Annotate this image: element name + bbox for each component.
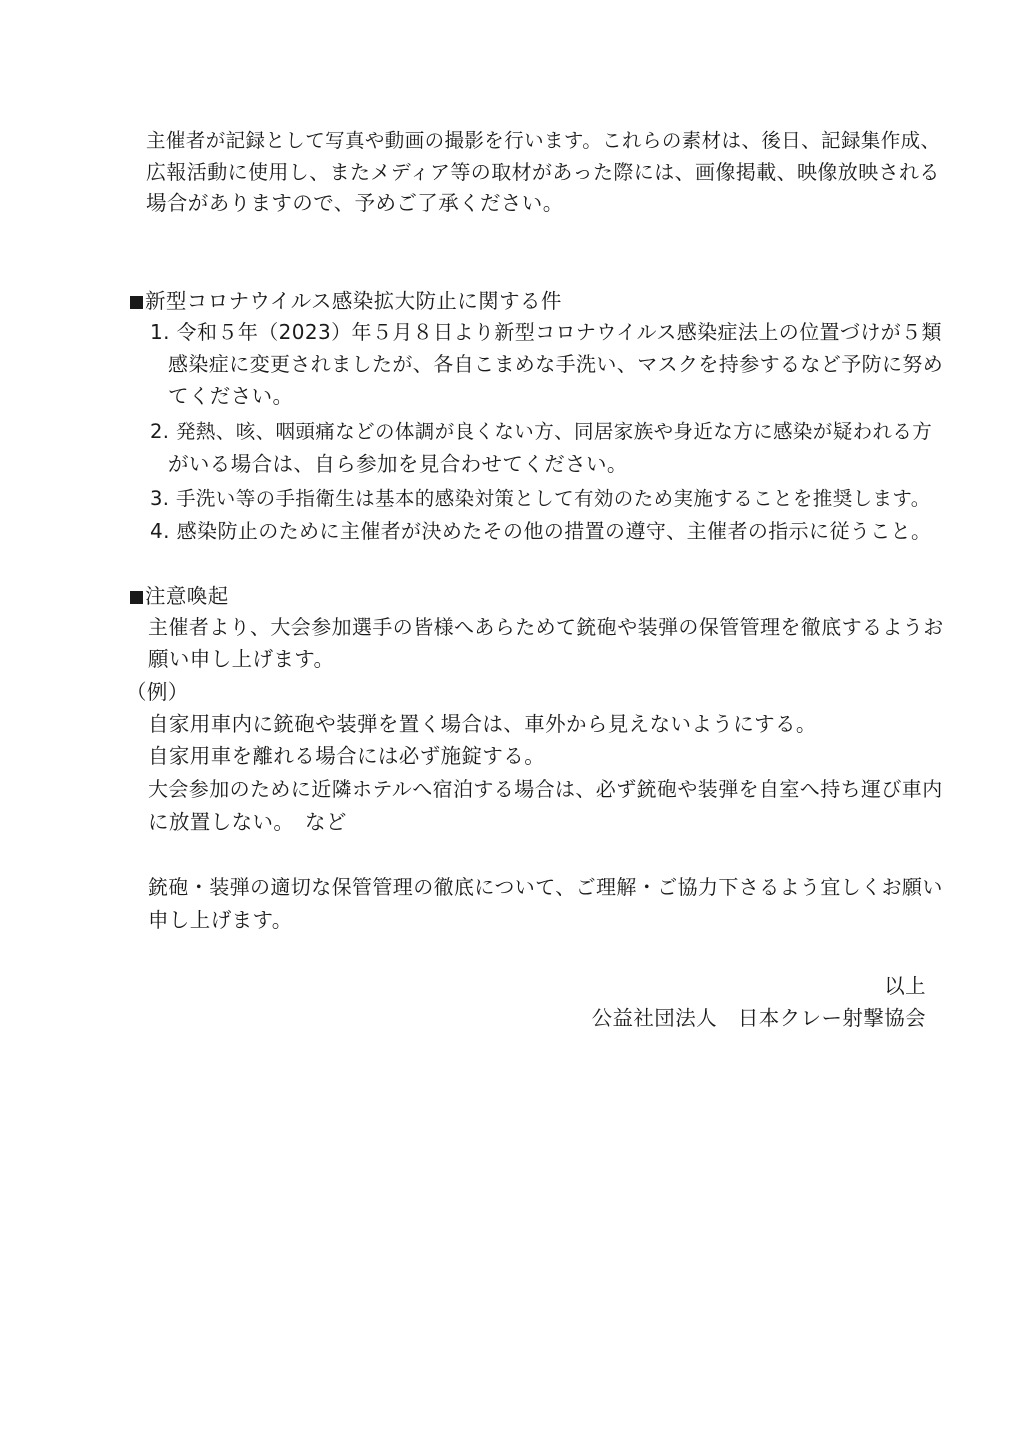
- covid-item-4-line-1: 4. 感染防止のために主催者が決めたその他の措置の遵守、主催者の指示に従うこと。: [150, 519, 932, 543]
- caution-intro-line-1: 主催者より、大会参加選手の皆様へあらためて銃砲や装弾の保管管理を徹底するようお: [148, 615, 944, 639]
- caution-intro-line-2: 願い申し上げます。: [148, 647, 335, 671]
- covid-item-1-line-3: てください。: [168, 384, 294, 408]
- photo-notice-line-3: 場合がありますので、予めご了承ください。: [146, 191, 564, 215]
- covid-item-1-line-2: 感染症に変更されましたが、各自こまめな手洗い、マスクを持参するなど予防に努め: [168, 352, 944, 376]
- covid-heading-text: 新型コロナウイルス感染拡大防止に関する件: [145, 289, 562, 313]
- example-line-1: 自家用車内に銃砲や装弾を置く場合は、車外から見えないようにする。: [148, 712, 817, 736]
- end-mark: 以上: [884, 974, 926, 998]
- organization-name: 公益社団法人 日本クレー射撃協会: [591, 1006, 926, 1030]
- closing-line-2: 申し上げます。: [148, 908, 293, 932]
- covid-item-2-line-2: がいる場合は、自ら参加を見合わせてください。: [168, 452, 628, 476]
- caution-heading-text: 注意喚起: [145, 584, 229, 608]
- square-bullet-icon: [130, 591, 143, 604]
- example-label: （例）: [126, 680, 189, 704]
- photo-notice-line-1: 主催者が記録として写真や動画の撮影を行います。これらの素材は、後日、記録集作成、: [146, 129, 941, 152]
- covid-section-heading: [130, 287, 562, 315]
- caution-section-heading: [130, 582, 229, 610]
- covid-item-2-line-1: 2. 発熱、咳、咽頭痛などの体調が良くない方、同居家族や身近な方に感染が疑われる方: [150, 420, 933, 443]
- example-line-2: 自家用車を離れる場合には必ず施錠する。: [148, 744, 546, 768]
- square-bullet-icon: [130, 296, 143, 309]
- covid-item-3-line-1: 3. 手洗い等の手指衛生は基本的感染対策として有効のため実施することを推奨します。: [150, 487, 931, 510]
- closing-line-1: 銃砲・装弾の適切な保管管理の徹底について、ご理解・ご協力下さるよう宜しくお願い: [148, 875, 943, 899]
- example-line-4: に放置しない。 など: [148, 810, 347, 834]
- photo-notice-line-2: 広報活動に使用し、またメディア等の取材があった際には、画像掲載、映像放映される: [146, 160, 940, 184]
- covid-item-1-line-1: 1. 令和５年（2023）年５月８日より新型コロナウイルス感染症法上の位置づけが５類: [150, 320, 942, 344]
- example-line-3: 大会参加のために近隣ホテルへ宿泊する場合は、必ず銃砲や装弾を自室へ持ち運び車内: [148, 777, 943, 801]
